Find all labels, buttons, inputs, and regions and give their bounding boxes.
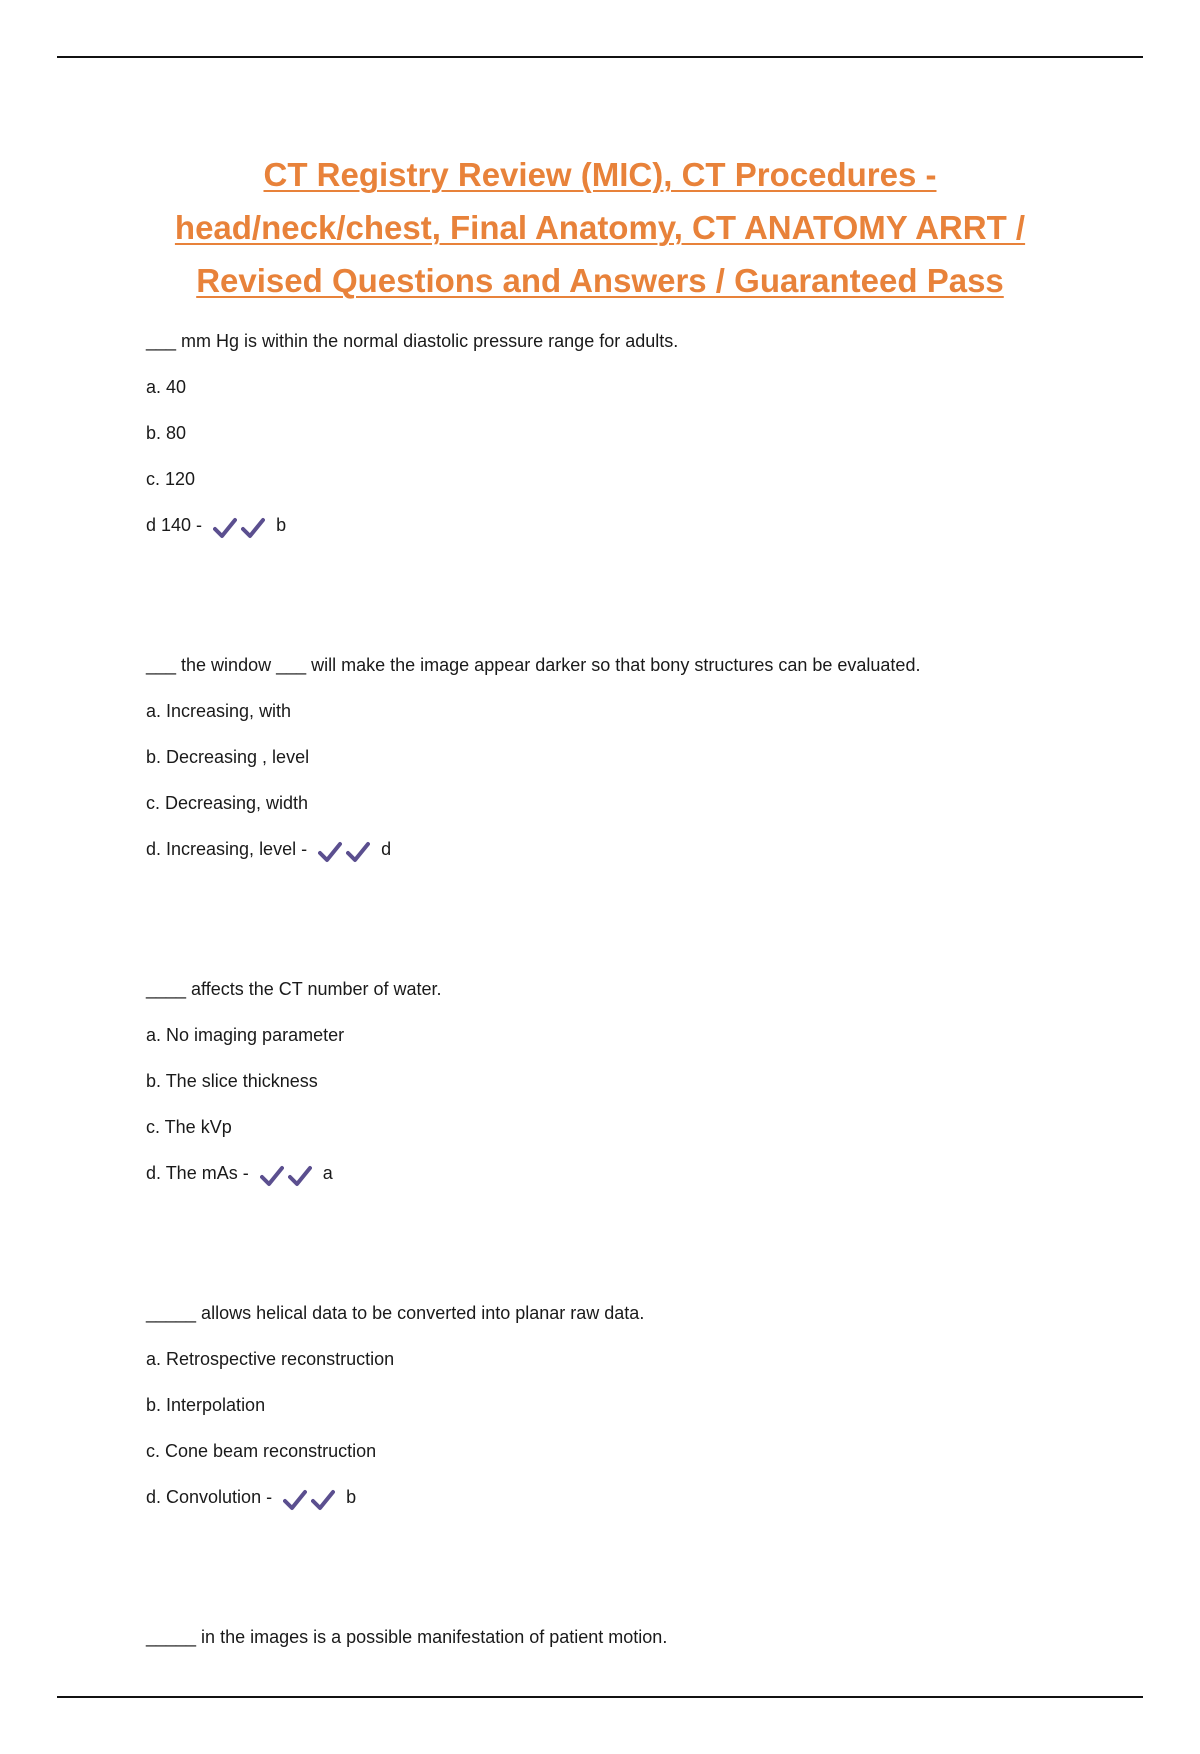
question-block — [146, 966, 1106, 1196]
checkmark-icon — [283, 1489, 307, 1511]
document-title — [100, 148, 1100, 307]
checkmark-icon — [260, 1165, 284, 1187]
answer-option-text: d. Convolution - — [146, 1487, 273, 1507]
checkmark-icon — [241, 517, 265, 539]
question-block — [146, 318, 1106, 548]
answer-option-last — [146, 1150, 1106, 1196]
answer-option-text: d. Increasing, level - — [146, 839, 308, 859]
checkmark-icon — [288, 1165, 312, 1187]
answer-option: a. 40 — [146, 377, 187, 397]
question-stem: ____ affects the CT number of water. — [146, 979, 442, 999]
title-line-2: head/neck/chest, Final Anatomy, CT ANATOMY ARRT / — [174, 209, 1026, 246]
checkmark-icon — [346, 841, 370, 863]
title-line-3: Revised Questions and Answers / Guaranteed Pass — [196, 262, 1004, 299]
answer-option: a. No imaging parameter — [146, 1025, 345, 1045]
answer-option: c. 120 — [146, 469, 196, 489]
question-list — [146, 318, 1106, 1754]
double-checkmark-icon — [318, 827, 374, 873]
correct-answer: a — [322, 1163, 333, 1183]
double-checkmark-icon — [260, 1151, 316, 1197]
question-block — [146, 642, 1106, 872]
answer-option: b. 80 — [146, 423, 187, 443]
answer-option: c. Decreasing, width — [146, 793, 309, 813]
question-stem: ___ the window ___ will make the image appear darker so that bony structures can be evaluated. — [146, 655, 921, 675]
question-block — [146, 1290, 1106, 1520]
double-checkmark-icon — [283, 1475, 339, 1521]
answer-option: c. The kVp — [146, 1117, 232, 1137]
answer-option-last — [146, 826, 1106, 872]
checkmark-icon — [213, 517, 237, 539]
checkmark-icon — [311, 1489, 335, 1511]
question-stem: _____ in the images is a possible manifestation of patient motion. — [146, 1627, 668, 1647]
answer-option: b. Interpolation — [146, 1395, 266, 1415]
question-stem: _____ allows helical data to be converted into planar raw data. — [146, 1303, 645, 1323]
title-line-1: CT Registry Review (MIC), CT Procedures - — [263, 156, 937, 193]
answer-option-last — [146, 1474, 1106, 1520]
answer-option: b. The slice thickness — [146, 1071, 318, 1091]
answer-option: a. Retrospective reconstruction — [146, 1349, 395, 1369]
checkmark-icon — [318, 841, 342, 863]
answer-option: b. Decreasing , level — [146, 747, 310, 767]
double-checkmark-icon — [213, 503, 269, 549]
answer-option: c. Cone beam reconstruction — [146, 1441, 377, 1461]
answer-option-text: d. The mAs - — [146, 1163, 249, 1183]
correct-answer: b — [276, 515, 287, 535]
correct-answer: d — [381, 839, 392, 859]
question-block — [146, 1614, 1106, 1660]
header-rule — [57, 56, 1143, 58]
question-stem: ___ mm Hg is within the normal diastolic pressure range for adults. — [146, 331, 679, 351]
footer-rule — [57, 1696, 1143, 1698]
answer-option: a. Increasing, with — [146, 701, 292, 721]
answer-option-last — [146, 502, 1106, 548]
answer-option-text: d 140 - — [146, 515, 203, 535]
correct-answer: b — [346, 1487, 357, 1507]
